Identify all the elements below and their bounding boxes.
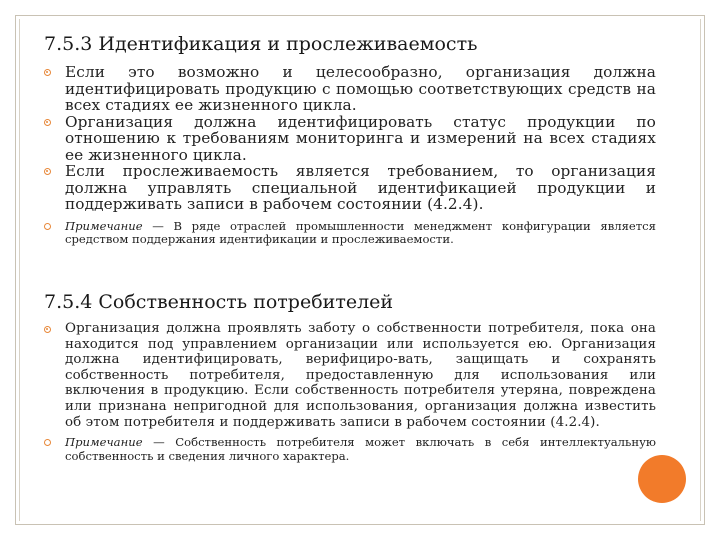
bullet-icon [44, 168, 51, 175]
list-item [44, 163, 656, 213]
bullet-list [44, 321, 656, 463]
bullet-icon [44, 223, 51, 230]
bullet-icon [44, 119, 51, 126]
list-item [44, 114, 656, 164]
note-item [44, 220, 656, 247]
list-item-text: Организация должна проявлять заботу о собственности потребителя, пока она находится под управлением организации или используется ею. Организация должна идентифицировать, верифициро-вать, защищать и сохранять собственность потребителя, предоставленную для использования или включения в продукцию. Если собственность потребителя утеряна, повреждена или признана непригодной для использования, организация должна известить об этом потребителя и поддерживать записи в рабочем состоянии (4.2.4). [65, 321, 656, 430]
list-item [44, 64, 656, 114]
section-title: 7.5.3 Идентификация и прослеживаемость [44, 33, 478, 55]
bullet-list [44, 64, 656, 247]
bullet-icon [44, 69, 51, 76]
list-item-text: Организация должна идентифицировать статус продукции по отношению к требованиям мониторинга и измерений на всех стадиях ее жизненного цикла. [65, 112, 656, 164]
note-text: — Собственность потребителя может включать в себя интеллектуальную собственность и сведения личного характера. [65, 435, 656, 463]
section-customer-property [44, 290, 656, 463]
list-item [44, 321, 656, 430]
decorative-circle [638, 455, 686, 503]
list-item-text: Если прослеживаемость является требованием, то организация должна управлять специальной идентификацией продукции и поддерживать записи в рабочем состоянии (4.2.4). [65, 162, 656, 213]
note-item [44, 436, 656, 463]
note-label: Примечание [65, 435, 143, 450]
note-text: — В ряде отраслей промышленности менеджмент конфигурации является средством поддержания идентификации и прослеживаемости. [65, 218, 656, 246]
frame-stripe-right [700, 19, 701, 521]
section-title: 7.5.4 Собственность потребителей [44, 291, 394, 313]
section-identification [44, 32, 656, 247]
bullet-icon [44, 439, 51, 446]
list-item-text: Если это возможно и целесообразно, организация должна идентифицировать продукцию с помощью соответствующих средств на всех стадиях ее жизненного цикла. [65, 63, 656, 114]
note-label: Примечание [65, 218, 143, 233]
bullet-icon [44, 326, 51, 333]
frame-stripe-left [19, 19, 20, 521]
